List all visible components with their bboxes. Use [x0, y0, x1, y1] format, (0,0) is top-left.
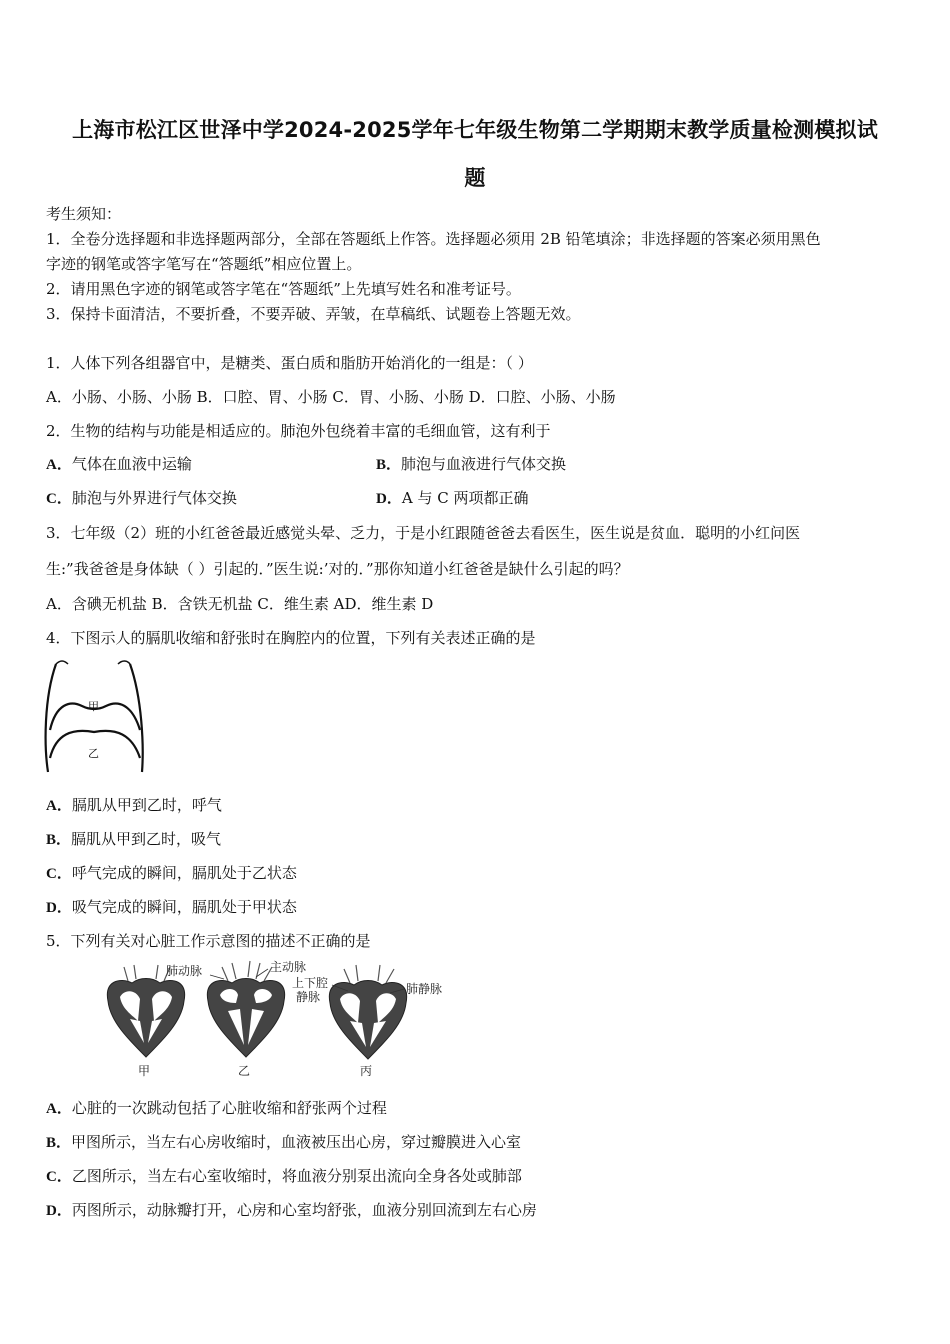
heart-figure: [100, 957, 456, 1079]
label-pulmonary-artery: 肺动脉: [166, 964, 203, 978]
question-3-stem-a: 3．七年级（2）班的小红爸爸最近感觉头晕、乏力，于是小红跟随爸爸去看医生，医生说是贫血．聪明的小红问医: [46, 524, 801, 542]
question-3-stem-b: 生:”我爸爸是身体缺（ ）引起的．”医生说:’对的．”那你知道小红爸爸是缺什么引起的吗？: [46, 560, 629, 578]
question-2-stem: 2．生物的结构与功能是相适应的。肺泡外包绕着丰富的毛细血管，这有利于: [46, 422, 551, 440]
question-2-option-c: C．肺泡与外界进行气体交换: [46, 489, 237, 507]
question-3-options: A．含碘无机盐 B．含铁无机盐 C．维生素 AD．维生素 D: [46, 595, 434, 613]
question-1-stem: 1．人体下列各组器官中，是糖类、蛋白质和脂肪开始消化的一组是：（ ）: [46, 354, 533, 372]
question-4-option-c: C．呼气完成的瞬间，膈肌处于乙状态: [46, 864, 297, 882]
label-yi: 乙: [88, 747, 99, 760]
heart-jia: [107, 965, 184, 1057]
question-2-option-b: B．肺泡与血液进行气体交换: [376, 455, 567, 473]
question-5-option-c: C．乙图所示，当左右心室收缩时，将血液分别泵出流向全身各处或肺部: [46, 1167, 522, 1185]
label-heart-bing: 丙: [360, 1064, 373, 1078]
question-5-option-d: D．丙图所示，动脉瓣打开，心房和心室均舒张，血液分别回流到左右心房: [46, 1201, 537, 1219]
question-2-option-a: A．气体在血液中运输: [46, 455, 192, 473]
diaphragm-figure: [42, 658, 148, 778]
label-heart-jia: 甲: [138, 1064, 151, 1078]
label-vena-cava-2: 静脉: [296, 990, 321, 1004]
heart-bing: [329, 965, 406, 1059]
notice-item-2: 2．请用黑色字迹的钢笔或答字笔在“答题纸”上先填写姓名和准考证号。: [46, 280, 521, 298]
notice-item-1b: 字迹的钢笔或答字笔写在“答题纸”相应位置上。: [46, 255, 362, 273]
question-4-stem: 4．下图示人的膈肌收缩和舒张时在胸腔内的位置，下列有关表述正确的是: [46, 629, 536, 647]
heart-yi: [207, 961, 284, 1057]
question-5-option-b: B．甲图所示，当左右心房收缩时，血液被压出心房，穿过瓣膜进入心室: [46, 1133, 522, 1151]
notice-item-1a: 1．全卷分选择题和非选择题两部分，全部在答题纸上作答。选择题必须用 2B 铅笔填涂；非选择题的答案必须用黑色: [46, 230, 821, 248]
notice-item-3: 3．保持卡面清洁，不要折叠，不要弄破、弄皱，在草稿纸、试题卷上答题无效。: [46, 305, 581, 323]
label-vena-cava-1: 上下腔: [292, 976, 329, 990]
question-5-option-a: A．心脏的一次跳动包括了心脏收缩和舒张两个过程: [46, 1099, 387, 1117]
question-1-options: A．小肠、小肠、小肠 B．口腔、胃、小肠 C．胃、小肠、小肠 D．口腔、小肠、小肠: [46, 388, 616, 406]
question-4-option-a: A．膈肌从甲到乙时，呼气: [46, 796, 222, 814]
notice-heading: 考生须知：: [46, 205, 122, 223]
label-heart-yi: 乙: [238, 1064, 251, 1078]
question-4-option-b: B．膈肌从甲到乙时，吸气: [46, 830, 222, 848]
exam-title-line-2: 题: [464, 166, 486, 190]
question-5-stem: 5．下列有关对心脏工作示意图的描述不正确的是: [46, 932, 371, 950]
exam-title-line-1: 上海市松江区世泽中学2024-2025学年七年级生物第二学期期末教学质量检测模拟试: [72, 118, 878, 142]
label-jia: 甲: [88, 700, 99, 713]
label-pulmonary-vein: 肺静脉: [406, 982, 443, 996]
question-4-option-d: D．吸气完成的瞬间，膈肌处于甲状态: [46, 898, 297, 916]
question-2-option-d: D．A 与 C 两项都正确: [376, 489, 529, 507]
label-aorta: 主动脉: [270, 960, 307, 974]
